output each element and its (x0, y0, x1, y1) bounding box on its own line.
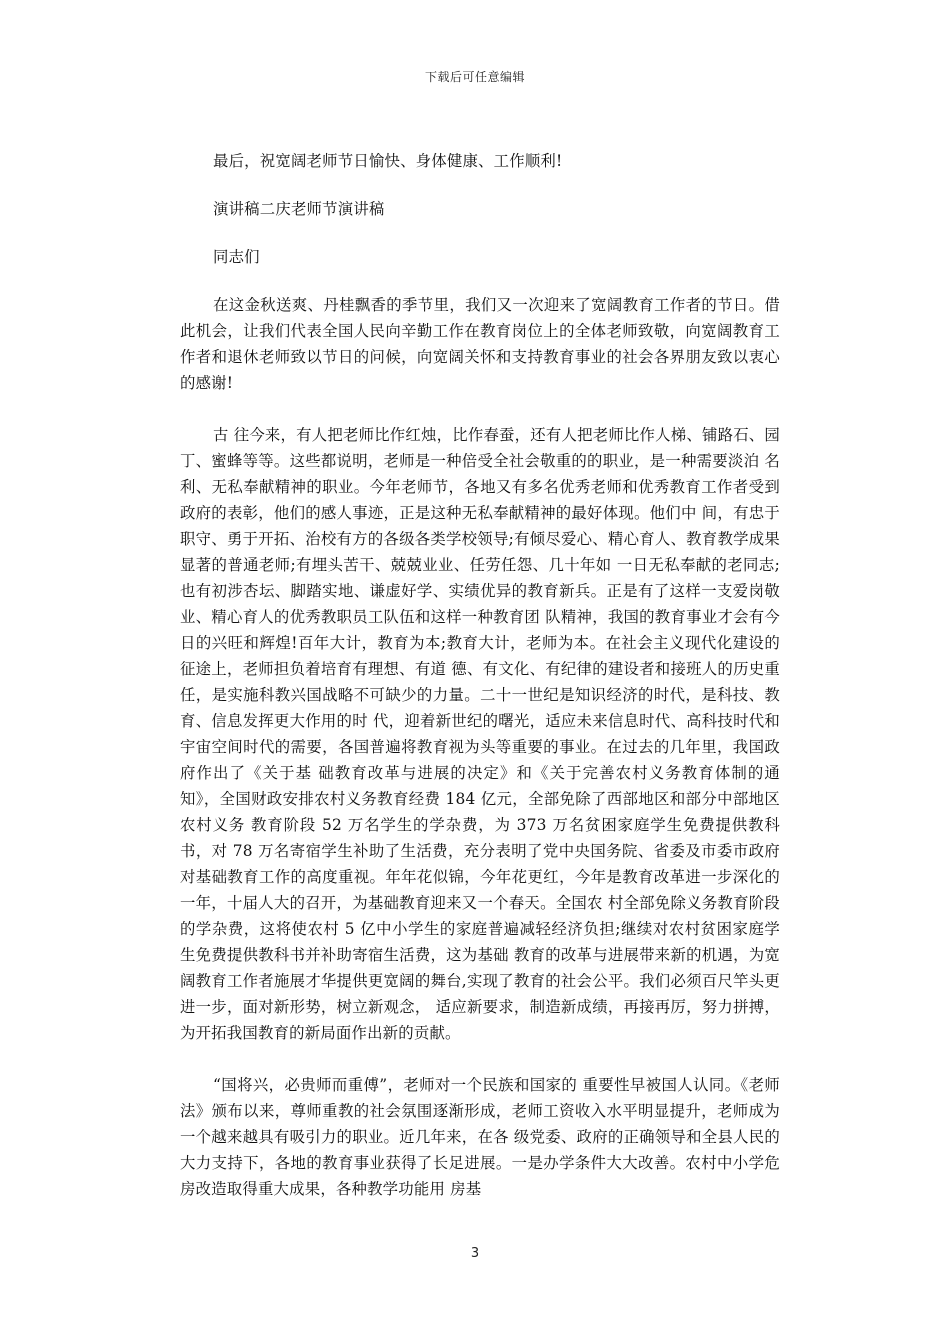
speech-title: 演讲稿二庆老师节演讲稿 (213, 200, 385, 218)
page-header-note: 下载后可任意编辑 (424, 70, 525, 84)
document-body (180, 148, 780, 1202)
closing-wish-paragraph: 最后，祝宽阔老师节日愉快、身体健康、工作顺利! (213, 152, 563, 170)
body-paragraph-2: 古 往今来，有人把老师比作红烛，比作春蚕，还有人把老师比作人梯、铺路石、园丁、蜜蜂等等。这些都说明，老师是一种倍受全社会敬重的的职业，是一种需要淡泊 名利、无私奉献精神的职业。今年老师节，各地又有多名优秀老师和优秀教育工作者受到政府的表彰，他们的感人事迹，正是这种无私奉献精神的最好体现。他们中 间，有忠于职守、勇于开拓、治校有方的各级各类学校领导;有倾尽爱心、精心育人、教育教学成果显著的普通老师;有埋头苦干、兢兢业业、任劳任怨、几十年如 一日无私奉献的老同志;也有初涉杏坛、脚踏实地、谦虚好学、实绩优异的教育新兵。正是有了这样一支爱岗敬业、精心育人的优秀教职员工队伍和这样一种教育团 队精神，我国的教育事业才会有今日的兴旺和辉煌!百年大计，教育为本;教育大计，老师为本。在社会主义现代化建设的征途上，老师担负着培育有理想、有道 德、有文化、有纪律的建设者和接班人的历史重任，是实施科教兴国战略不可缺少的力量。二十一世纪是知识经济的时代，是科技、教育、信息发挥更大作用的时 代，迎着新世纪的曙光，适应未来信息时代、高科技时代和宇宙空间时代的需要，各国普遍将教育视为头等重要的事业。在过去的几年里，我国政府作出了《关于基 础教育改革与进展的决定》和《关于完善农村义务教育体制的通知》，全国财政安排农村义务教育经费 184 亿元，全部免除了西部地区和部分中部地区农村义务 教育阶段 52 万名学生的学杂费，为 373 万名贫困家庭学生免费提供教科书，对 78 万名寄宿学生补助了生活费，充分表明了党中央国务院、省委及市委市政府对基础教育工作的高度重视。年年花似锦，今年花更红，今年是教育改革进一步深化的一年，十届人大的召开，为基础教育迎来又一个春天。全国农 村全部免除义务教育阶段的学杂费，这将使农村 5 亿中小学生的家庭普遍减轻经济负担;继续对农村贫困家庭学生免费提供教科书并补助寄宿生活费，这为基础 教育的改革与进展带来新的机遇，为宽阔教育工作者施展才华提供更宽阔的舞台,实现了教育的社会公平。我们必须百尺竿头更进一步，面对新形势，树立新观念， 适应新要求，制造新成绩，再接再厉，努力拼搏，为开拓我国教育的新局面作出新的贡献。 (180, 426, 780, 1042)
body-paragraph-3: “国将兴，必贵师而重傅”，老师对一个民族和国家的 重要性早被国人认同。《老师法》颁布以来，尊师重教的社会氛围逐渐形成，老师工资收入水平明显提升，老师成为一个越来越具有吸引力的职业。近几年来，在各 级党委、政府的正确领导和全县人民的大力支持下，各地的教育事业获得了长足进展。一是办学条件大大改善。农村中小学危房改造取得重大成果，各种教学功能用 房基 (180, 1076, 780, 1198)
salutation: 同志们 (213, 248, 260, 266)
page-number: 3 (470, 1246, 480, 1261)
body-paragraph-1: 在这金秋送爽、丹桂飘香的季节里，我们又一次迎来了宽阔教育工作者的节日。借此机会，让我们代表全国人民向辛勤工作在教育岗位上的全体老师致敬，向宽阔教育工作者和退休老师致以节日的问候，向宽阔关怀和支持教育事业的社会各界朋友致以衷心的感谢! (180, 296, 780, 392)
